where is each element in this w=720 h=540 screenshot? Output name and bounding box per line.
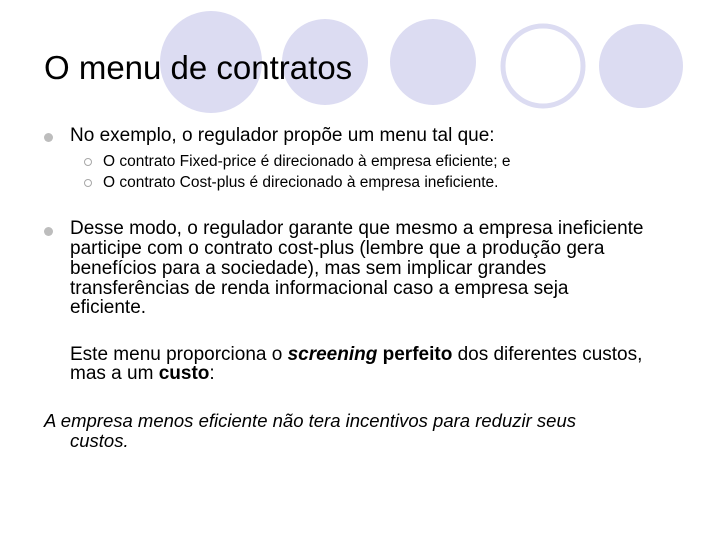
decor-circle-5 — [599, 24, 683, 108]
menu-text-screening: screening — [287, 344, 378, 365]
bullet-2-line-3: benefícios para a sociedade), mas sem implicar grandes — [70, 258, 547, 279]
sub-bullet-ring-icon — [84, 179, 92, 187]
bullet-1-text: No exemplo, o regulador propõe um menu tal que: — [70, 125, 495, 146]
bullet-2-line-4: transferências de renda informacional caso a empresa seja — [70, 278, 569, 299]
sub-bullet-2-text: O contrato Cost-plus é direcionado à empresa ineficiente. — [103, 174, 499, 191]
decor-ring-4 — [503, 26, 583, 106]
menu-text-perfeito: perfeito — [377, 344, 453, 365]
bullet-2-line-5: eficiente. — [70, 297, 147, 318]
conclusion-line-1: A empresa menos eficiente não tera incentivos para reduzir seus — [44, 410, 576, 431]
conclusion-line-2: custos. — [70, 430, 129, 451]
menu-paragraph-line-1 — [70, 345, 642, 365]
bullet-2-line-2: participe com o contrato cost-plus (lembre que a produção gera — [70, 238, 605, 259]
menu-text-suffix: dos diferentes custos, — [452, 344, 643, 365]
slide-title: O menu de contratos — [44, 49, 353, 86]
menu-text-custo: custo — [158, 363, 210, 384]
menu-paragraph-line-2 — [70, 364, 215, 384]
decor-circle-3 — [390, 19, 476, 105]
bullet-2-line-1: Desse modo, o regulador garante que mesmo a empresa ineficiente — [70, 218, 644, 239]
bullet-dot-icon — [44, 227, 53, 236]
bullet-dot-icon — [44, 133, 53, 142]
menu-text-line2-prefix: mas a um — [70, 363, 159, 384]
sub-bullet-1-text: O contrato Fixed-price é direcionado à empresa eficiente; e — [103, 153, 511, 170]
menu-text-colon: : — [209, 363, 215, 384]
sub-bullet-ring-icon — [84, 158, 92, 166]
menu-text-prefix: Este menu proporciona o — [70, 344, 288, 365]
